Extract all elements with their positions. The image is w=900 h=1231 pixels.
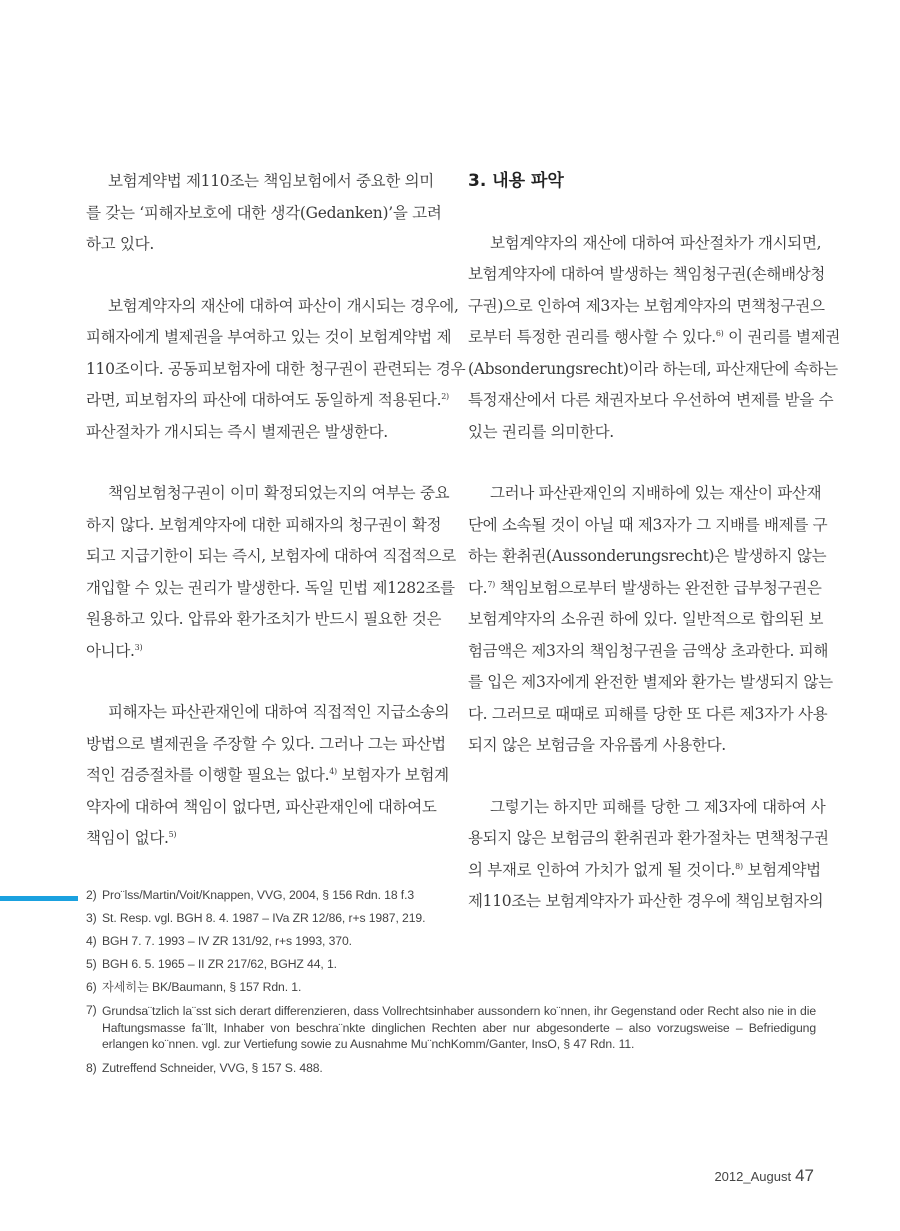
footnote-number: 8) [86, 1060, 97, 1075]
footnote-number: 4) [86, 934, 97, 948]
text-line: 하지 않다. 보험계약자에 대한 피해자의 청구권이 확정 [86, 515, 442, 534]
footnote-text: Pro¨lss/Martin/Voit/Knappen, VVG, 2004, § 156 Rdn. 18 f.3 [102, 888, 415, 902]
text-line: 라면, 피보험자의 파산에 대하여도 동일하게 적용된다.$^{2)}$ [86, 391, 449, 409]
footnote-ref[interactable]: 5) [168, 830, 177, 839]
text-line: 하고 있다. [86, 235, 154, 253]
text-line: 있는 권리를 의미한다. [468, 422, 614, 441]
text-line: 험금액은 제3자의 책임청구권을 금액상 초과한다. 피해 [468, 641, 829, 660]
body-paragraph [468, 228, 841, 449]
footnote-number: 5) [86, 957, 97, 971]
text-line: 방법으로 별제권을 주장할 수 있다. 그러나 그는 파산법 [86, 734, 446, 753]
body-paragraph [86, 166, 442, 261]
text-line: 보험계약자의 소유권 하에 있다. 일반적으로 합의된 보 [468, 610, 824, 628]
text-line: 제110조는 보험계약자가 파산한 경우에 책임보험자의 [468, 892, 824, 910]
text-line: (Absonderungsrecht)이라 하는데, 파산재단에 속하는 [468, 359, 838, 378]
text-line: 특정재산에서 다른 채권자보다 우선하여 변제를 받을 수 [468, 391, 834, 409]
text-line: 다. 그러므로 때때로 피해를 당한 또 다른 제3자가 사용 [468, 704, 828, 723]
text-line: 적인 검증절차를 이행할 필요는 없다.$^{4)}$ 보험자가 보험계 [86, 766, 449, 784]
footnote-text: 자세히는 BK/Baumann, § 157 Rdn. 1. [102, 980, 302, 994]
body-paragraph [86, 291, 466, 449]
footnote-ref[interactable]: 2) [441, 392, 449, 401]
footnote-ref[interactable]: 6) [715, 329, 724, 338]
text-line: 책임보험청구권이 이미 확정되었는지의 여부는 중요 [108, 484, 450, 502]
text-line: 를 입은 제3자에게 완전한 별제와 환가는 발생되지 않는 [468, 673, 833, 691]
text-line: 용되지 않은 보험금의 환취권과 환가절차는 면책청구권 [468, 829, 829, 847]
text-line: 를 갖는 ‘피해자보호에 대한 생각(Gedanken)’을 고려 [86, 203, 442, 222]
section-heading: 3. 내용 파악 [468, 171, 564, 191]
body-paragraph [86, 697, 450, 855]
footnote-number: 7) [86, 1003, 97, 1017]
footnote-text: St. Resp. vgl. BGH 8. 4. 1987 – IVa ZR 12/86, r+s 1987, 219. [102, 911, 426, 925]
footnote [86, 1003, 816, 1053]
text-line: 되고 지급기한이 되는 즉시, 보험자에 대하여 직접적으로 [86, 547, 456, 565]
text-line: 구권)으로 인하여 제3자는 보험계약자의 면책청구권으 [468, 296, 825, 315]
footnote-ref[interactable]: 3) [134, 642, 143, 652]
text-line: 로부터 특정한 권리를 행사할 수 있다.$^{6)}$ 이 권리를 별제권 [468, 328, 841, 346]
text-line: 피해자는 파산관재인에 대하여 직접적인 지급소송의 [108, 703, 450, 721]
footnote-accent-bar [0, 896, 78, 901]
footnote [86, 957, 816, 972]
text-line: 보험계약자에 대하여 발생하는 책임청구권(손해배상청 [468, 265, 826, 283]
text-line: 아니다.$^{3)}$ [86, 641, 143, 660]
footnote-text: Zutreffend Schneider, VVG, § 157 S. 488. [102, 1060, 323, 1075]
text-line: 그렇기는 하지만 피해를 당한 그 제3자에 대하여 사 [490, 797, 826, 816]
footnote-ref[interactable]: 7) [487, 579, 495, 589]
body-paragraph [468, 478, 833, 762]
text-line: 파산절차가 개시되는 즉시 별제권은 발생한다. [86, 422, 388, 441]
text-line: 보험계약법 제110조는 책임보험에서 중요한 의미 [108, 172, 434, 190]
footnote [86, 1061, 816, 1076]
left-column [86, 166, 466, 855]
footnote-ref[interactable]: 8) [735, 861, 743, 871]
footnote-number: 6) [86, 980, 97, 994]
footnote-text: BGH 6. 5. 1965 – II ZR 217/62, BGHZ 44, 1. [102, 957, 337, 971]
footnote [86, 888, 816, 903]
footnote-number: 2) [86, 888, 97, 902]
text-line: 의 부재로 인하여 가치가 없게 될 것이다.$^{8)}$ 보험계약법 [468, 860, 821, 879]
footnote-text: Grundsa¨tzlich la¨sst sich derart differenzieren, dass Vollrechtsinhaber aussondern ko¨nnen, ihr Gegenstand oder Recht also nie in die Haftungsmasse fa¨llt, Inhaber von beschra¨nkte dinglichen Rechten aber nur abgesonderte – also vorzugsweise – Befriedigung erlangen ko¨nnen. vgl. zur Vertiefung sowie zu Ausnahme Mu¨nchKomm/Ganter, InsO, § 47 Rdn. 11. [102, 1004, 816, 1051]
text-line: 책임이 없다.$^{5)}$ [86, 829, 177, 847]
text-line: 되지 않은 보험금을 자유롭게 사용한다. [468, 736, 726, 754]
issue-label: 2012_August [714, 1169, 792, 1184]
text-line: 보험계약자의 재산에 대하여 파산이 개시되는 경우에, [108, 296, 459, 315]
text-line: 다.$^{7)}$ 책임보험으로부터 발생하는 완전한 급부청구권은 [468, 578, 822, 597]
footnotes [86, 888, 824, 1084]
footnote-text: BGH 7. 7. 1993 – IV ZR 131/92, r+s 1993, 370. [102, 934, 352, 948]
text-line: 약자에 대하여 책임이 없다면, 파산관재인에 대하여도 [86, 797, 437, 816]
footnote [86, 911, 816, 926]
footnote [86, 934, 816, 949]
text-line: 개입할 수 있는 권리가 발생한다. 독일 민법 제1282조를 [86, 578, 455, 597]
footnote-ref[interactable]: 4) [329, 767, 337, 776]
text-line: 피해자에게 별제권을 부여하고 있는 것이 보험계약법 제 [86, 328, 452, 346]
text-line: 110조이다. 공동피보험자에 대한 청구권이 관련되는 경우 [86, 359, 466, 378]
text-line: 단에 소속될 것이 아닐 때 제3자가 그 지배를 배제를 구 [468, 515, 828, 534]
text-line: 하는 환취권(Aussonderungsrecht)은 발생하지 않는 [468, 547, 827, 565]
right-column [468, 166, 841, 918]
text-line: 그러나 파산관재인의 지배하에 있는 재산이 파산재 [490, 484, 822, 502]
page-footer [714, 1166, 814, 1186]
footnote [86, 980, 816, 995]
text-line: 원용하고 있다. 압류와 환가조치가 반드시 필요한 것은 [86, 610, 442, 628]
body-paragraph [86, 478, 456, 667]
page-number: 47 [795, 1166, 814, 1185]
footnote-number: 3) [86, 911, 97, 925]
text-line: 보험계약자의 재산에 대하여 파산절차가 개시되면, [490, 233, 822, 252]
